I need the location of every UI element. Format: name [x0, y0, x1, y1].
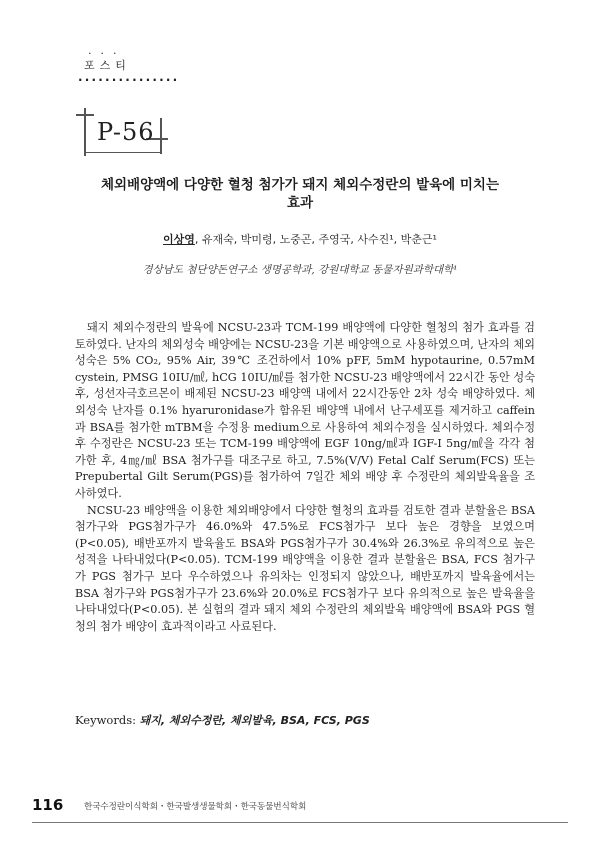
keywords-label: Keywords: [75, 713, 136, 727]
affiliation: 경상남도 첨단양돈연구소 생명공학과, 강원대학교 동물자원과학대학¹ [142, 264, 458, 276]
page-number: 116 [32, 796, 64, 814]
keywords-line [75, 712, 370, 728]
paper-title-line2: 효과 [286, 195, 314, 211]
first-author: 이상영 [163, 233, 195, 246]
abstract-body [75, 320, 535, 635]
abstract-code: P-56 [97, 118, 155, 146]
paper-title-line1: 체외배양액에 다양한 혈청 첨가가 돼지 체외수정란의 발육에 미치는 [100, 177, 500, 193]
header-dots-bottom: ............... [78, 70, 180, 84]
section-label: 포스티 [84, 59, 131, 72]
author-list [70, 231, 530, 247]
footer-rule [32, 822, 568, 823]
header-dots-top: ... [88, 44, 126, 57]
journal-name: 한국수정란이식학회・한국발생생물학회・한국동물번식학회 [84, 802, 307, 812]
keywords-value: 돼지, 체외수정란, 체외발육, BSA, FCS, PGS [139, 714, 370, 727]
abstract-paragraph-1: 돼지 체외수정란의 발육에 NCSU-23과 TCM-199 배양액에 다양한 혈청의 첨가 효과를 검토하였다. 난자의 체외성숙 배양에는 NCSU-23을 기본 배양액으로 사용하였으며, 난자의 체외성숙은 5% CO₂, 95% Air, 39℃ 조건하에서 10% pFF, 5mM hypotaurine, 0.57mM cystein, PMSG 10IU/㎖, hCG 10IU/㎖를 첨가한 NCSU-23 배양액에서 22시간 동안 성숙 후, 성선자극호르몬이 배제된 NCSU-23 배양액 내에서 22시간동안 2차 성숙 배양하였다. 체외성숙 난자를 0.1% hyaruronidase가 함유된 배양액 내에서 난구세포를 제거하고 caffein과 BSA를 첨가한 mTBM을 수정용 medium으로 사용하여 체외수정을 실시하였다. 체외수정 후 수정란은 NCSU-23 또는 TCM-199 배양액에 EGF 10ng/㎖과 IGF-I 5ng/㎖을 각각 첨가한 후, 4㎎/㎖ BSA 첨가구를 대조구로 하고, 7.5%(V/V) Fetal Calf Serum(FCS) 또는 Prepubertal Gilt Serum(PGS)를 첨가하여 7일간 체외 배양 후 수정란의 체외발육율을 조사하였다. [75, 321, 535, 500]
co-authors: , 유재숙, 박미령, 노중곤, 주영국, 사수진¹, 박춘근¹ [194, 233, 437, 246]
abstract-paragraph-2: NCSU-23 배양액을 이용한 체외배양에서 다양한 혈청의 효과를 검토한 결과 분할율은 BSA첨가구와 PGS첨가구가 46.0%와 47.5%로 FCS첨가구 보다 높은 경향을 보였으며(P<0.05), 배반포까지 발육율도 BSA와 PGS첨가구가 30.4%와 26.3%로 유의적으로 높은 성적을 나타내었다(P<0.05). TCM-199 배양액을 이용한 결과 분할율은 BSA, FCS 첨가구가 PGS 첨가구 보다 우수하였으나 유의차는 인정되지 않았으나, 배반포까지 발육율에서는 BSA 첨가구와 PGS첨가구가 23.6%와 20.0%로 FCS첨가구 보다 유의적으로 높은 발육율을 나타내었다(P<0.05). 본 실험의 결과 돼지 체외 수정란의 체외발육 배양액에 BSA와 PGS 혈청의 첨가 배양이 효과적이라고 사료된다. [75, 503, 535, 633]
paper-title [70, 176, 530, 212]
